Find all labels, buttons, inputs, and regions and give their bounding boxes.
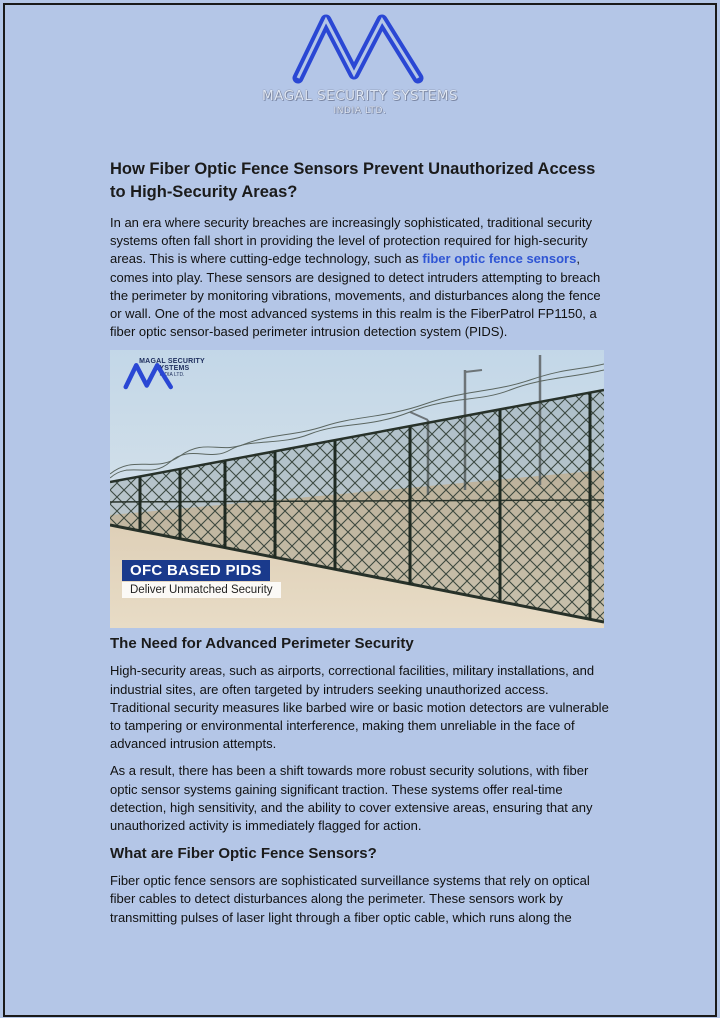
intro-text-after: , comes into play. These sensors are designed to detect intruders attempting to breach the perimeter by monitoring vibrations, movements, and disturbances along the fence or wall. One of the most advanced systems in this realm is the FiberPatrol FP1150, a fiber optic sensor-based perimeter intrusion detection system (PIDS). <box>110 251 601 340</box>
hero-image <box>110 350 604 628</box>
company-name: MAGAL SECURITY SYSTEMS <box>261 88 459 104</box>
hero-logo-subtitle: INDIA LTD. <box>159 372 185 379</box>
hero-logo-icon <box>122 360 176 390</box>
hero-badge-subtitle: Deliver Unmatched Security <box>122 582 281 598</box>
hero-logo-name: MAGAL SECURITY SYSTEMS <box>139 358 205 373</box>
company-subtitle: INDIA LTD. <box>333 106 387 116</box>
magal-logo-icon <box>290 6 430 86</box>
section-paragraph: As a result, there has been a shift towards more robust security solutions, with fiber optic sensor systems gaining significant traction. These systems offer real-time detection, high sensitivity, and the ability to cover extensive areas, ensuring that any unauthorized activity is immediately flagged for action. <box>110 763 593 834</box>
hero-logo <box>122 360 222 378</box>
header-logo <box>0 6 720 116</box>
intro-paragraph <box>110 214 610 341</box>
section-heading: What are Fiber Optic Fence Sensors? <box>110 845 377 863</box>
intro-text-before: In an era where security breaches are increasingly sophisticated, traditional security systems often fall short in providing the level of protection required for high-security areas. This is where cutting-edge technology, such as <box>110 215 592 267</box>
section-paragraph: High-security areas, such as airports, correctional facilities, military installations, and industrial sites, are often targeted by intruders seeking unauthorized access. Traditional security measures like barbed wire or basic motion detectors are vulnerable to tampering or environmental interference, making them unreliable in the face of advanced intrusion attempts. <box>110 663 609 752</box>
section-heading: The Need for Advanced Perimeter Security <box>110 635 414 653</box>
article-title: How Fiber Optic Fence Sensors Prevent Unauthorized Access to High-Security Areas? <box>110 160 596 201</box>
fiber-optic-sensors-link[interactable]: fiber optic fence sensors <box>422 251 577 267</box>
section-paragraph: Fiber optic fence sensors are sophisticated surveillance systems that rely on optical fiber cables to detect disturbances along the perimeter. These sensors work by transmitting pulses of laser light through a fiber optic cable, which runs along the <box>110 873 590 925</box>
hero-badge-title: OFC BASED PIDS <box>122 560 270 581</box>
article <box>110 158 610 936</box>
